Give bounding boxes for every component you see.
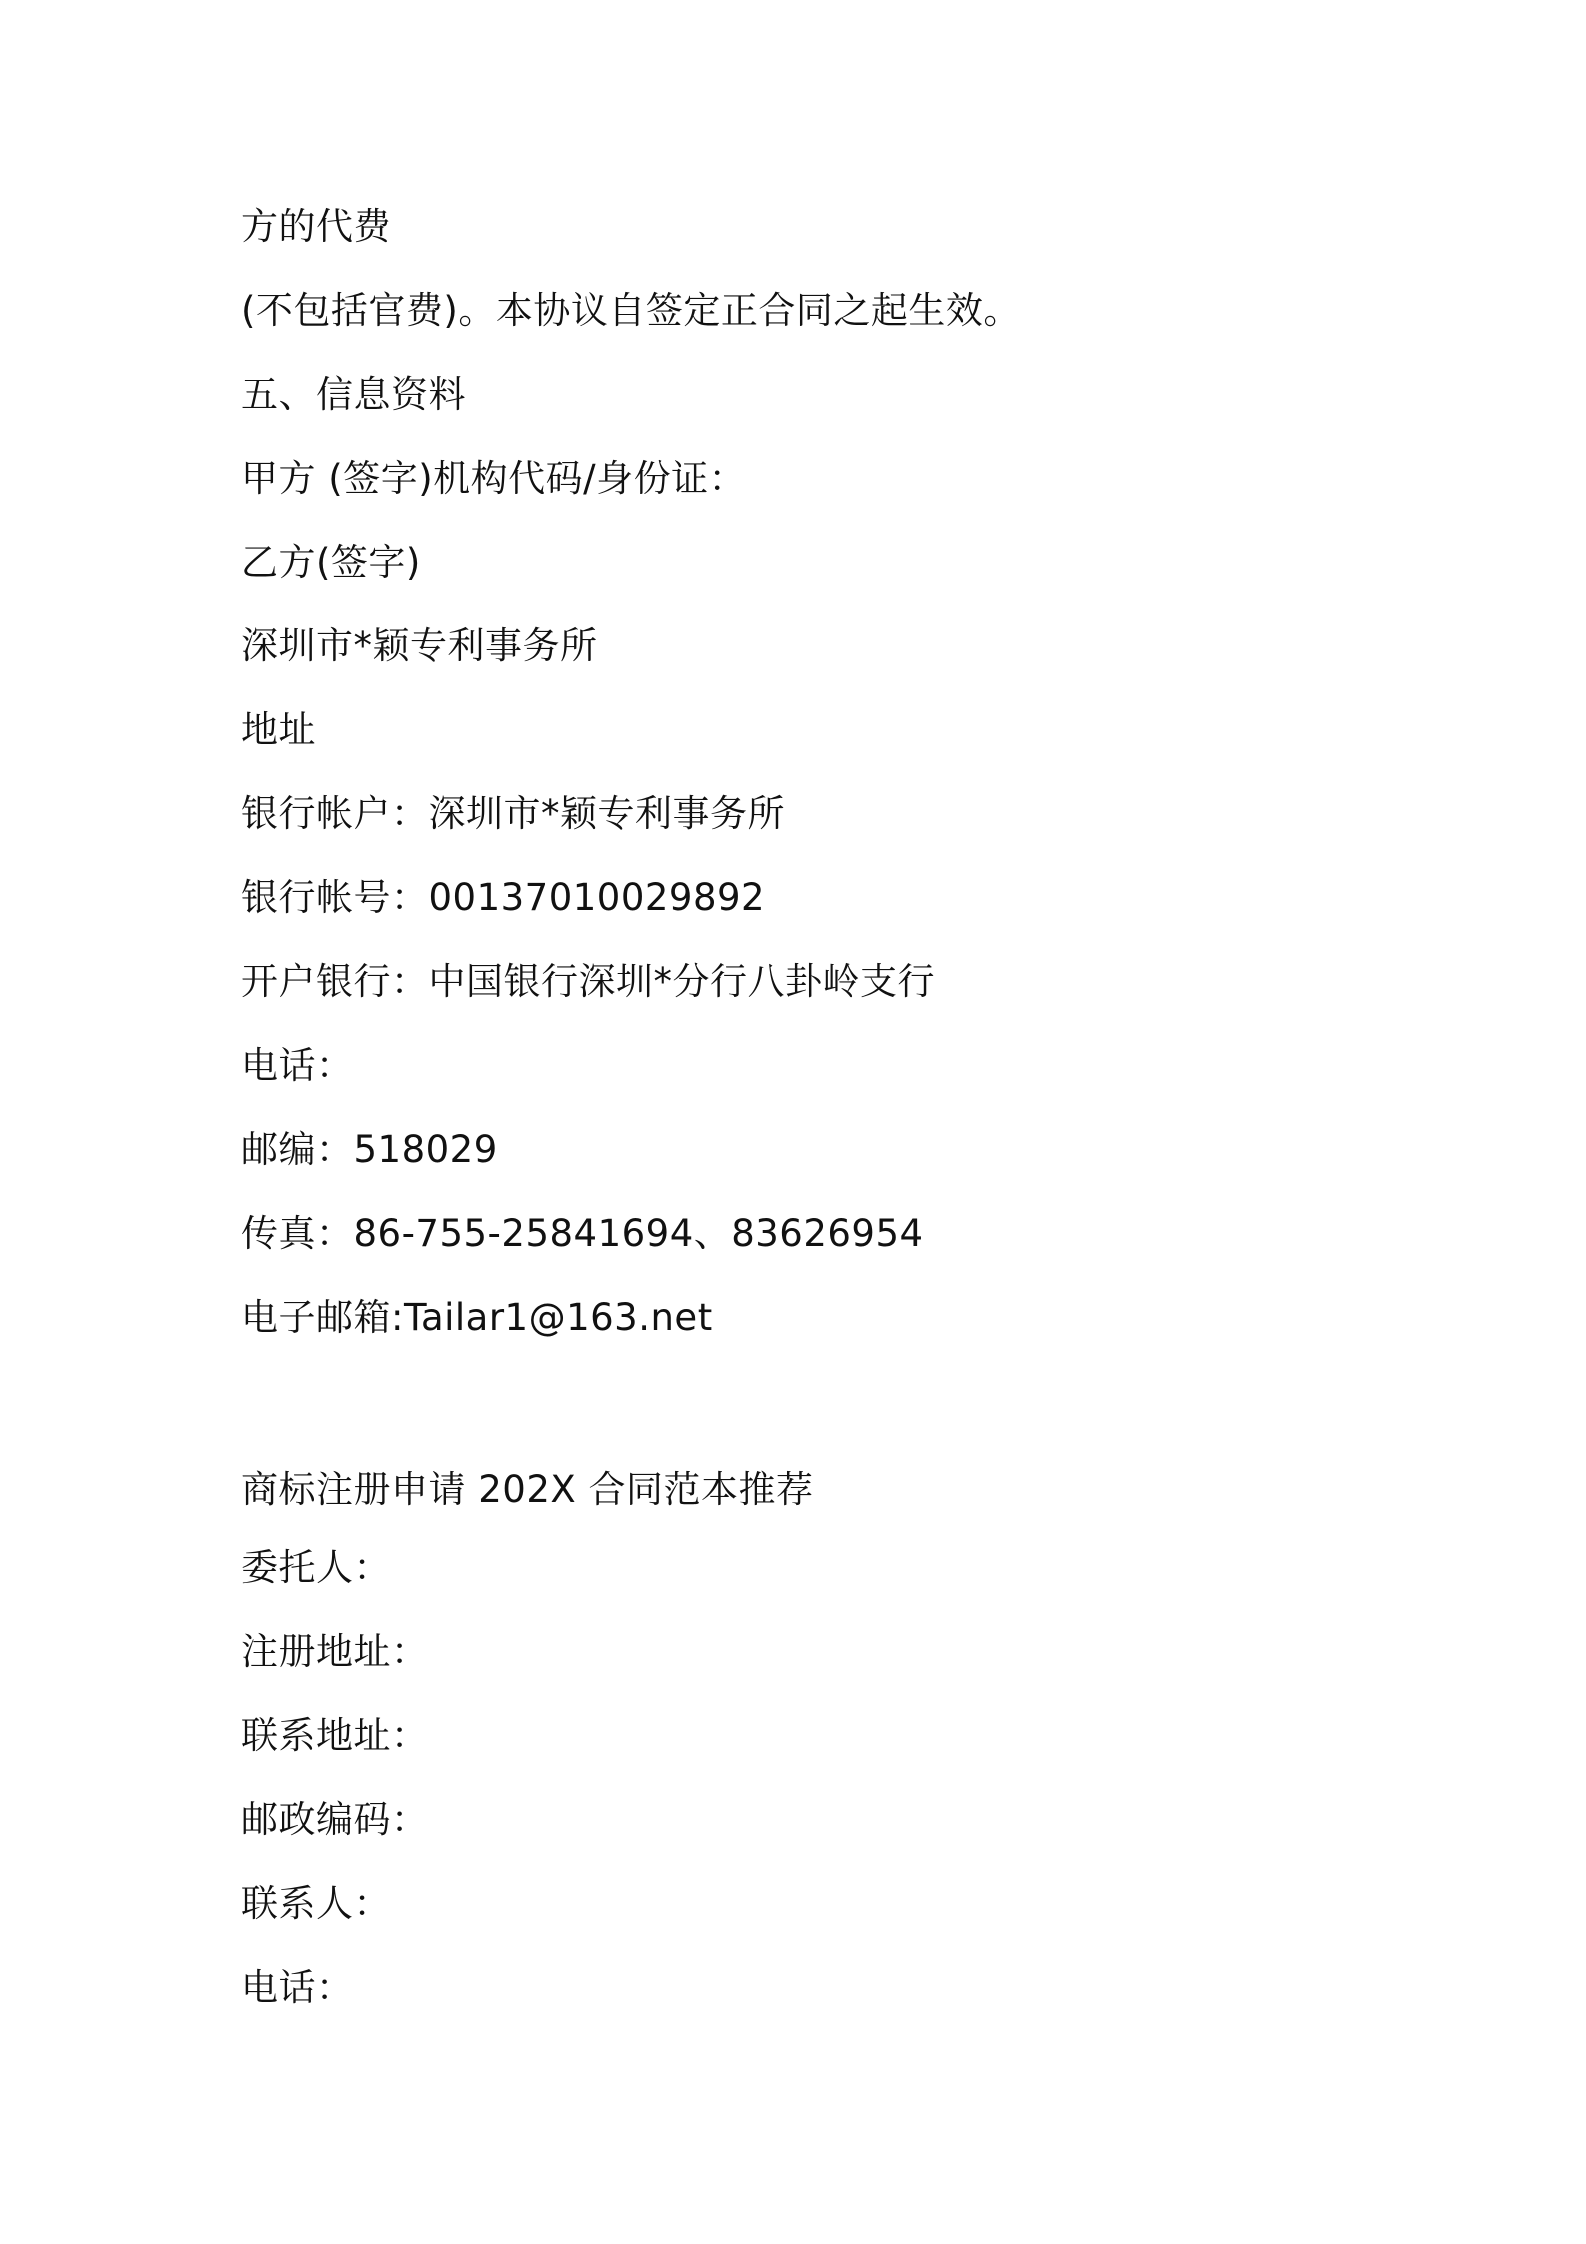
text-line: 方的代费 xyxy=(241,205,391,248)
bank-branch: 开户银行：中国银行深圳*分行八卦岭支行 xyxy=(241,960,935,1003)
section-heading: 五、信息资料 xyxy=(241,373,466,416)
phone-label-2: 电话： xyxy=(241,1966,354,2009)
text-line: (不包括官费)。本协议自签定正合同之起生效。 xyxy=(241,289,1021,332)
fax-numbers: 传真：86-755-25841694、83626954 xyxy=(241,1212,924,1255)
principal-label: 委托人： xyxy=(241,1546,391,1589)
firm-name: 深圳市*颖专利事务所 xyxy=(241,624,598,667)
registered-address-label: 注册地址： xyxy=(241,1630,429,1673)
address-label: 地址 xyxy=(241,708,316,751)
contact-person-label: 联系人： xyxy=(241,1882,391,1925)
postal-code-label: 邮政编码： xyxy=(241,1798,429,1841)
party-b-signature-line: 乙方(签字) xyxy=(241,541,421,584)
bank-account-name: 银行帐户：深圳市*颖专利事务所 xyxy=(241,792,785,835)
email-address: 电子邮箱:Tailar1@163.net xyxy=(241,1296,713,1339)
contact-address-label: 联系地址： xyxy=(241,1714,429,1757)
section-two-title: 商标注册申请 202X 合同范本推荐 xyxy=(241,1468,814,1511)
phone-label: 电话： xyxy=(241,1044,354,1087)
party-a-signature-line: 甲方 (签字)机构代码/身份证： xyxy=(241,457,747,500)
postal-code: 邮编：518029 xyxy=(241,1128,498,1171)
bank-account-number: 银行帐号：00137010029892 xyxy=(241,876,766,919)
